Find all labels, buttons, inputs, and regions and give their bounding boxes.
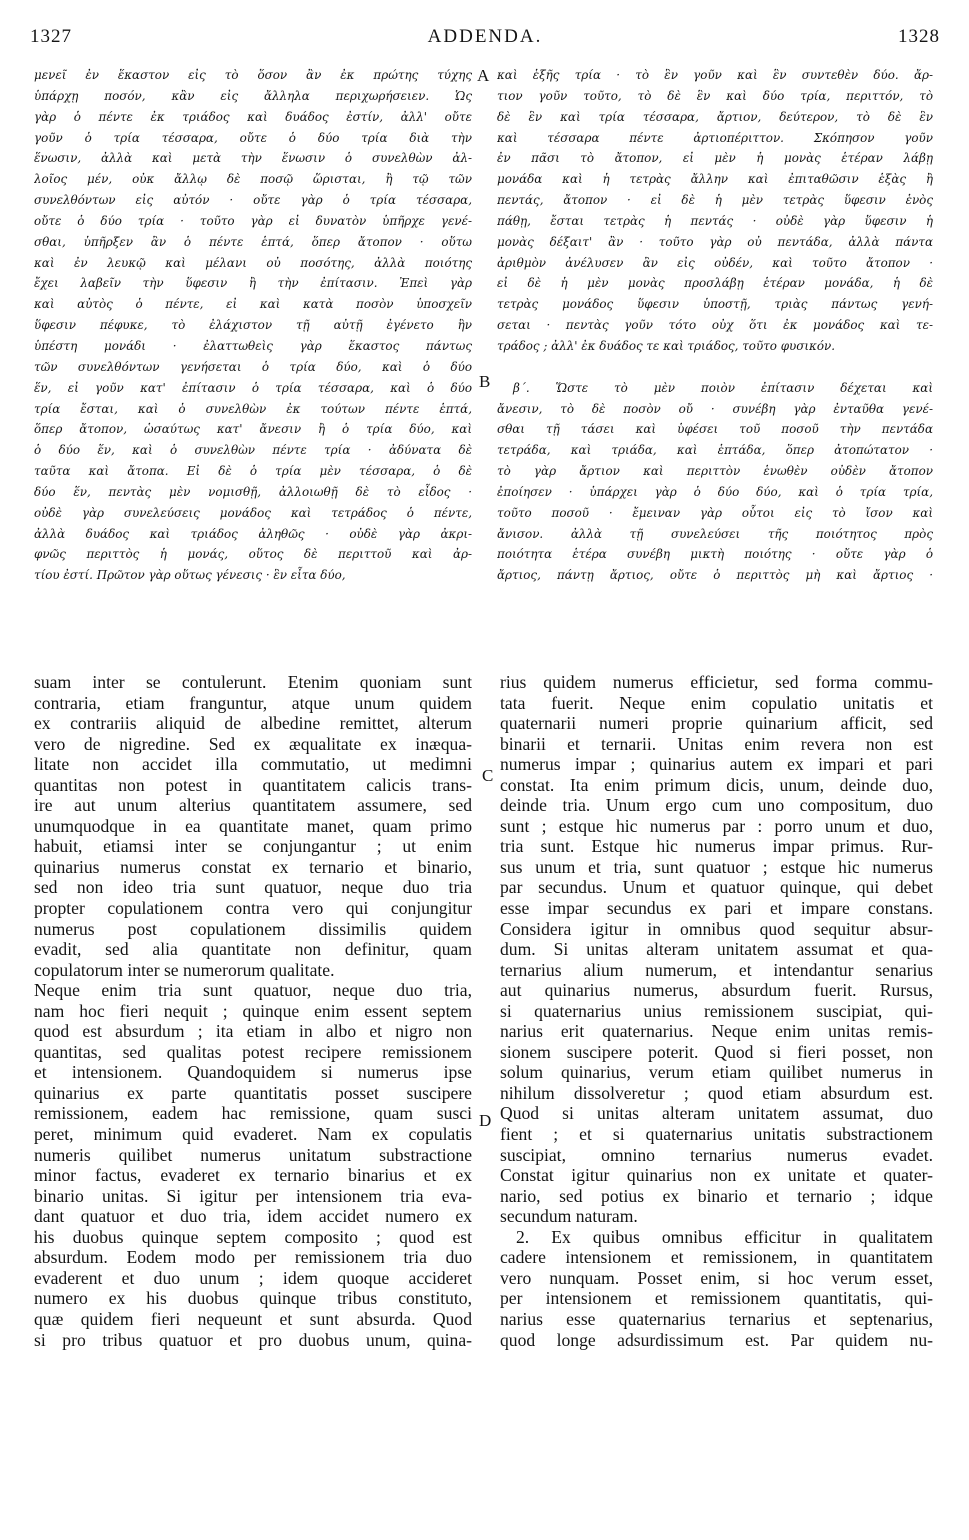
page-number-right: 1328 <box>898 26 940 47</box>
text-line: ὁ δύο ἕν, καὶ ὁ συνελθὼν πέντε τρία · ἀδύνατα δὲ <box>34 443 472 458</box>
text-line: quinarius numerus constat ex ternario et binario, <box>34 856 472 877</box>
text-line: ἄρτιος, πάντῃ ἄρτιος, οὔτε ὁ περιττὸς μὴ καὶ ἄρτιος · <box>497 568 933 583</box>
text-line: εἰ δὲ ἡ μὲν μονὰς προσλάβῃ ἑτέραν μονάδα, ἡ δὲ <box>497 276 933 291</box>
text-line: narius erit quaternarius. Neque enim unitas remis- <box>500 1021 933 1042</box>
text-line: ἕν, εἰ γοῦν κατ' ἐπίτασιν ὁ τρία τέσσαρα, καὶ ὁ δύο <box>34 380 472 395</box>
text-line: ἄνισον. ἀλλὰ τῇ συνελεύσει τῆς ποιότητος πρὸς <box>497 526 933 541</box>
margin-marker-d: D <box>479 1111 492 1130</box>
latin-text-left-column <box>34 672 472 1350</box>
text-line: numerus impar ; quinarius autem ex impari et pari <box>500 754 933 775</box>
text-line: ὅπερ ἄτοπον, ὡσαύτως κατ' ἄνεσιν ἢ ὁ τρία δύο, καὶ <box>34 422 472 437</box>
text-line: binario unitas. Si igitur per intensionem tria eva- <box>34 1185 472 1206</box>
text-line: ὑπάρχῃ ποσόν, κἂν εἰς ἄλληλα περιχωρήσειεν. Ὡς <box>34 88 472 103</box>
text-line: οὔτε ὁ δύο τρία · τοῦτο γὰρ εἰ δυνατὸν ὑπῆρχε γενέ- <box>34 213 472 228</box>
text-line: his duobus quinque septem composito ; quod est <box>34 1226 472 1247</box>
text-line: ἀριθμὸν ἀνέλυσεν ἂν εἰς οὐδέν, καὶ τοῦτο ἄτοπον · <box>497 255 933 270</box>
text-line: dum. Si unitas alteram unitatem assumat et qua- <box>500 939 933 960</box>
text-line: absurdum. Eodem modo per remissionem tria duo <box>34 1247 472 1268</box>
text-line: μενεῖ ἐν ἕκαστον εἰς τὸ ὅσον ἂν ἐκ πρώτης τύχης <box>34 68 472 82</box>
text-line: ex contrariis aliquid de albedine remittet, alterum <box>34 713 472 734</box>
text-line: πεντάς, ἄτοπον · εἰ δὲ ἡ μὲν τετρὰς ὕφεσιν ἑνὸς <box>497 193 933 208</box>
text-line: dant quatuor et duo tria, idem accidet numero ex <box>34 1206 472 1227</box>
text-line: sionem suscipere poterit. Quod si fieri posset, non <box>500 1041 933 1062</box>
text-line: καὶ ἐν λευκῷ καὶ μέλανι οὐ ποσότης, ἀλλὰ ποιότης <box>34 255 472 270</box>
margin-marker-a: A <box>477 66 490 85</box>
greek-text-right-column <box>497 65 933 586</box>
text-line: evaderent et duo unum ; idem quoque accideret <box>34 1267 472 1288</box>
text-line: ἐν πᾶσι τὸ ἄτοπον, εἰ μὲν ἡ μονὰς ἑτέραν λάβῃ <box>497 151 933 166</box>
text-line: ἄνεσιν, τὸ δὲ ποσὸν οὔ · συνέβη γὰρ ἐνταῦθα γενέ- <box>497 401 933 416</box>
text-line: μονάδα καὶ ἡ τετρὰς ἄλλην καὶ ἐπιταθῶσιν ἑξὰς ἢ <box>497 172 933 187</box>
text-line: propter copulationem contra vero qui conjungitur <box>34 898 472 919</box>
text-line: τετρὰς μονάδος ὕφεσιν ὑποστῇ, τριὰς πάντως γενή- <box>497 297 933 312</box>
text-line: remissionem, eadem hac remissione, quam susci <box>34 1103 472 1124</box>
text-line: οὐδὲ γὰρ συνελεύσεις μονάδος καὶ τετράδος ὁ πέντε, <box>34 505 472 520</box>
greek-text-left-column <box>34 65 472 586</box>
text-line: cadere intensionem et remissionem, in quantitatem <box>500 1247 933 1268</box>
text-line: Constat igitur quinarius non ex unitate et quater- <box>500 1165 933 1186</box>
text-line: secundum naturam. <box>500 1206 638 1227</box>
text-line: habuit, etiamsi inter se conjungantur ; ut enim <box>34 836 472 857</box>
text-line: peret, minimum quid evaderet. Nam ex copulatis <box>34 1124 472 1145</box>
text-line: Neque enim tria sunt quatuor, neque duo tria, <box>34 980 472 1001</box>
text-line: suscipiat, omnino ternarius numerus evadet. <box>500 1144 933 1165</box>
text-line: constat. Ita enim primum dicis, unum, deinde duo, <box>500 774 933 795</box>
text-line: quæ quidem fieri nequeunt et sunt absurda. Quod <box>34 1308 472 1329</box>
text-line: minor factus, evaderet ex ternario binarius et ex <box>34 1165 472 1186</box>
margin-marker-b: B <box>479 372 491 391</box>
text-line: vero de nigredine. Sed ex æqualitate ex inæqua- <box>34 733 472 754</box>
text-line: τράδος ; ἀλλ' ἐκ δυάδος τε καὶ τριάδος, τοῦτο φυσικόν. <box>497 338 836 353</box>
text-line: sunt ; estque hic numerus par : porro unum et duo, <box>500 815 933 836</box>
text-line: σθαι τῇ τάσει καὶ ὑφέσει τοῦ ποσοῦ τὴν πεντάδα <box>497 422 933 437</box>
text-line: quaternarii numeri proprie quinarium afficit, sed <box>500 713 933 734</box>
page-header <box>30 26 940 54</box>
text-line: numerus post copulationem dissimilis quidem <box>34 918 472 939</box>
text-line: φνῶς περιττὸς ἡ μονάς, οὕτος δὲ περιττοῦ καὶ ἀρ- <box>34 547 472 562</box>
text-line: esse impar secundus ex pari et impare constans. <box>500 898 933 919</box>
text-line: καὶ τέσσαρα πέντε ἀρτιοπέριττον. Σκόπησον γοῦν <box>497 130 933 145</box>
text-line: γοῦν ὁ τρία τέσσαρα, οὔτε ὁ δύο τρία διὰ τὴν <box>34 130 472 145</box>
text-line: si pro tribus quatuor et pro duobus unum, quina- <box>34 1329 472 1350</box>
text-line: contraria, etiam franguntur, atque unum quidem <box>34 692 472 713</box>
text-line: rius quidem numerus efficietur, sed forma commu- <box>500 672 933 692</box>
text-line: numeris quilibet numerus unitatum substractione <box>34 1144 472 1165</box>
text-line: unumquodque in ea quantitate manet, quam primo <box>34 815 472 836</box>
text-line: binarii et ternarii. Unitas enim revera non est <box>500 733 933 754</box>
text-line: litate non accidet illa commutatio, ut medimni <box>34 754 472 775</box>
text-line: et intensionem. Quandoquidem si numerus ipse <box>34 1062 472 1083</box>
text-line: Quod si unitas alteram unitatem assumat, duo <box>500 1103 933 1124</box>
text-line: τὸ γὰρ ἄρτιον καὶ περιττὸν ἑνωθὲν οὐδὲν ἄτοπον <box>497 464 933 479</box>
text-line: καὶ ἑξῆς τρία · τὸ ἓν γοῦν καὶ ἓν συντεθὲν δύο. ἄρ- <box>497 68 933 82</box>
text-line: suam inter se contulerunt. Etenim quoniam sunt <box>34 672 472 692</box>
text-line: per intensionem et remissionem quantitatis, qui- <box>500 1288 933 1309</box>
text-line: μονὰς δέξαιτ' ἂν · τοῦτο γὰρ οὐ πεντάδα, ἀλλὰ πάντα <box>497 234 933 249</box>
text-line: numero ex his duobus quinque tribus constituto, <box>34 1288 472 1309</box>
text-line: λοῖος μέν, οὐκ ἄλλῳ δὲ ποσῷ ὥρισται, ἢ τῷ τῶν <box>34 172 472 187</box>
text-line: quantitas non potest in quantitatem calicis trans- <box>34 774 472 795</box>
text-line: τῶν συνελθόντων γενήσεται ὁ τρία δύο, καὶ ὁ δύο <box>34 359 472 374</box>
text-line: τίου ἐστί. Πρῶτον γὰρ οὕτως γένεσις · ἓν εἶτα δύο, <box>34 568 346 583</box>
text-line: ποιότητα ἑτέρα συνέβη μικτὴ ποιότης · οὔτε γὰρ ὁ <box>497 547 933 562</box>
text-line: sus unum et tria, sunt quatuor ; estque hic numerus <box>500 856 933 877</box>
text-line: συνελθόντων εἰς αὐτόν · οὔτε γὰρ ὁ τρία τέσσαρα, <box>34 193 472 208</box>
text-line: nam hoc fieri nequit ; quinque enim essent septem <box>34 1000 472 1021</box>
text-line: τετράδα, καὶ τριάδα, καὶ ἑπτάδα, ὅπερ ἀτοπώτατον · <box>497 443 933 458</box>
page-number-left: 1327 <box>30 26 72 47</box>
text-line: evadit, sed alia quantitate non definitur, quam <box>34 939 472 960</box>
text-line: deinde tria. Unum ergo cum uno compositum, duo <box>500 795 933 816</box>
text-line: solum quinarius, verum etiam quilibet numerus in <box>500 1062 933 1083</box>
text-line: σεται · πεντὰς γοῦν τότο οὐχ ὅτι ἐκ μονάδος καὶ τε- <box>497 318 933 333</box>
text-line <box>497 357 933 378</box>
running-title: ADDENDA. <box>427 26 543 47</box>
text-line: ταῦτα καὶ ἄτοπα. Εἰ δὲ ὁ τρία μὲν τέσσαρα, ὁ δὲ <box>34 464 472 479</box>
text-line: τρία ἔσται, καὶ ὁ συνελθὼν ἐκ τούτων πέντε ἑπτά, <box>34 401 472 416</box>
text-line: nihilum dissolveretur ; quod etiam absurdum est. <box>500 1082 933 1103</box>
text-line: ἔχει λαβεῖν τὴν ὕφεσιν ἢ τὴν ἐπίτασιν. Ἐπεὶ γὰρ <box>34 276 472 291</box>
text-line: ἕνωσιν, ἀλλὰ καὶ μετὰ τὴν ἕνωσιν ὁ συνελθὼν ἀλ- <box>34 151 472 166</box>
text-line: ire aut unum alterius quantitatem assumere, sed <box>34 795 472 816</box>
text-line: sed non ideo tria sunt quatuor, neque duo tria <box>34 877 472 898</box>
text-line: quod est absurdum ; ita etiam in albo et nigro non <box>34 1021 472 1042</box>
text-line: 2. Ex quibus omnibus efficitur in qualitatem <box>516 1226 933 1247</box>
text-line: fient ; et si quaternarius unitatis substractionem <box>500 1124 933 1145</box>
text-line: par secundus. Unum et quatuor quinque, qui debet <box>500 877 933 898</box>
text-line: σθαι, ὑπῆρξεν ἂν ὁ πέντε ἑπτά, ὅπερ ἄτοπον · οὕτω <box>34 234 472 249</box>
text-line: quantitas, sed qualitas potest recipere remissionem <box>34 1041 472 1062</box>
text-line: ὕφεσιν πέφυκε, τὸ ἐλάχιστον τῇ αὐτῇ ἐγένετο ἣν <box>34 318 472 333</box>
text-line: tata fuerit. Neque enim copulatio unitatis et <box>500 692 933 713</box>
text-line: quinarius ex parte quantitatis posset suscipere <box>34 1082 472 1103</box>
text-line: καὶ αὐτὸς ὁ πέντε, εἰ καὶ κατὰ ποσὸν ὑποσχεῖν <box>34 297 472 312</box>
text-line: tria sunt. Estque hic numerus impar primus. Rur- <box>500 836 933 857</box>
text-line: quod longe adsurdissimum est. Par quidem nu- <box>500 1329 933 1350</box>
latin-text-right-column <box>500 672 933 1350</box>
text-line: Considera igitur in omnibus quod sequitur absur- <box>500 918 933 939</box>
text-line: copulatorum inter se numerorum qualitate. <box>34 959 335 980</box>
text-line: τοῦτο ποσοῦ · ἔμειναν γὰρ οὗτοι εἰς τὸ ἴσον καὶ <box>497 505 933 520</box>
text-line: δὲ ἓν καὶ τρία τέσσαρα, ἄρτιον, δεύτερον, τὸ δὲ ἓν <box>497 109 933 124</box>
text-line: β΄. Ὥστε τὸ μὲν ποιὸν ἐπίτασιν δέχεται καὶ <box>513 380 933 395</box>
margin-marker-c: C <box>482 766 494 785</box>
text-line: πάθῃ, ἔσται τετρὰς ἡ πεντάς · οὐδὲ γὰρ ὕφεσιν ἡ <box>497 213 933 228</box>
text-line: ternarius alium numerum, et intendantur senarius <box>500 959 933 980</box>
text-line: ἀλλὰ δυάδος καὶ τριάδος ἀληθῶς · οὐδὲ γὰρ ἀκρι- <box>34 526 472 541</box>
text-line: vero nunquam. Posset enim, si hoc verum esset, <box>500 1267 933 1288</box>
text-line: ὑπέστη μονάδι · ἐλαττωθεὶς γὰρ ἕκαστος πάντως <box>34 338 472 353</box>
text-line: ἐποίησεν · ὑπάρχει γὰρ ὁ δύο δύο, καὶ ὁ τρία τρία, <box>497 484 933 499</box>
text-line: δύο ἕν, πεντὰς μὲν νομισθῇ, ἀλλοιωθῇ δὲ τὸ εἶδος · <box>34 484 472 499</box>
text-line: nario, sed potius ex binario et ternario ; idque <box>500 1185 933 1206</box>
text-line: γὰρ ὁ πέντε ἐκ τριάδος καὶ δυάδος ἐστίν, ἀλλ' οὔτε <box>34 109 472 124</box>
text-line: si quaternarius unius remissionem suscipiat, qui- <box>500 1000 933 1021</box>
text-line: aut quinarius numerus, absurdum fuerit. Rursus, <box>500 980 933 1001</box>
text-line: narius esse quaternarius ternarius et septenarius, <box>500 1308 933 1329</box>
text-line: τιον γοῦν τοῦτο, τὸ δὲ ἓν καὶ δύο τρία, περιττόν, τὸ <box>497 88 933 103</box>
